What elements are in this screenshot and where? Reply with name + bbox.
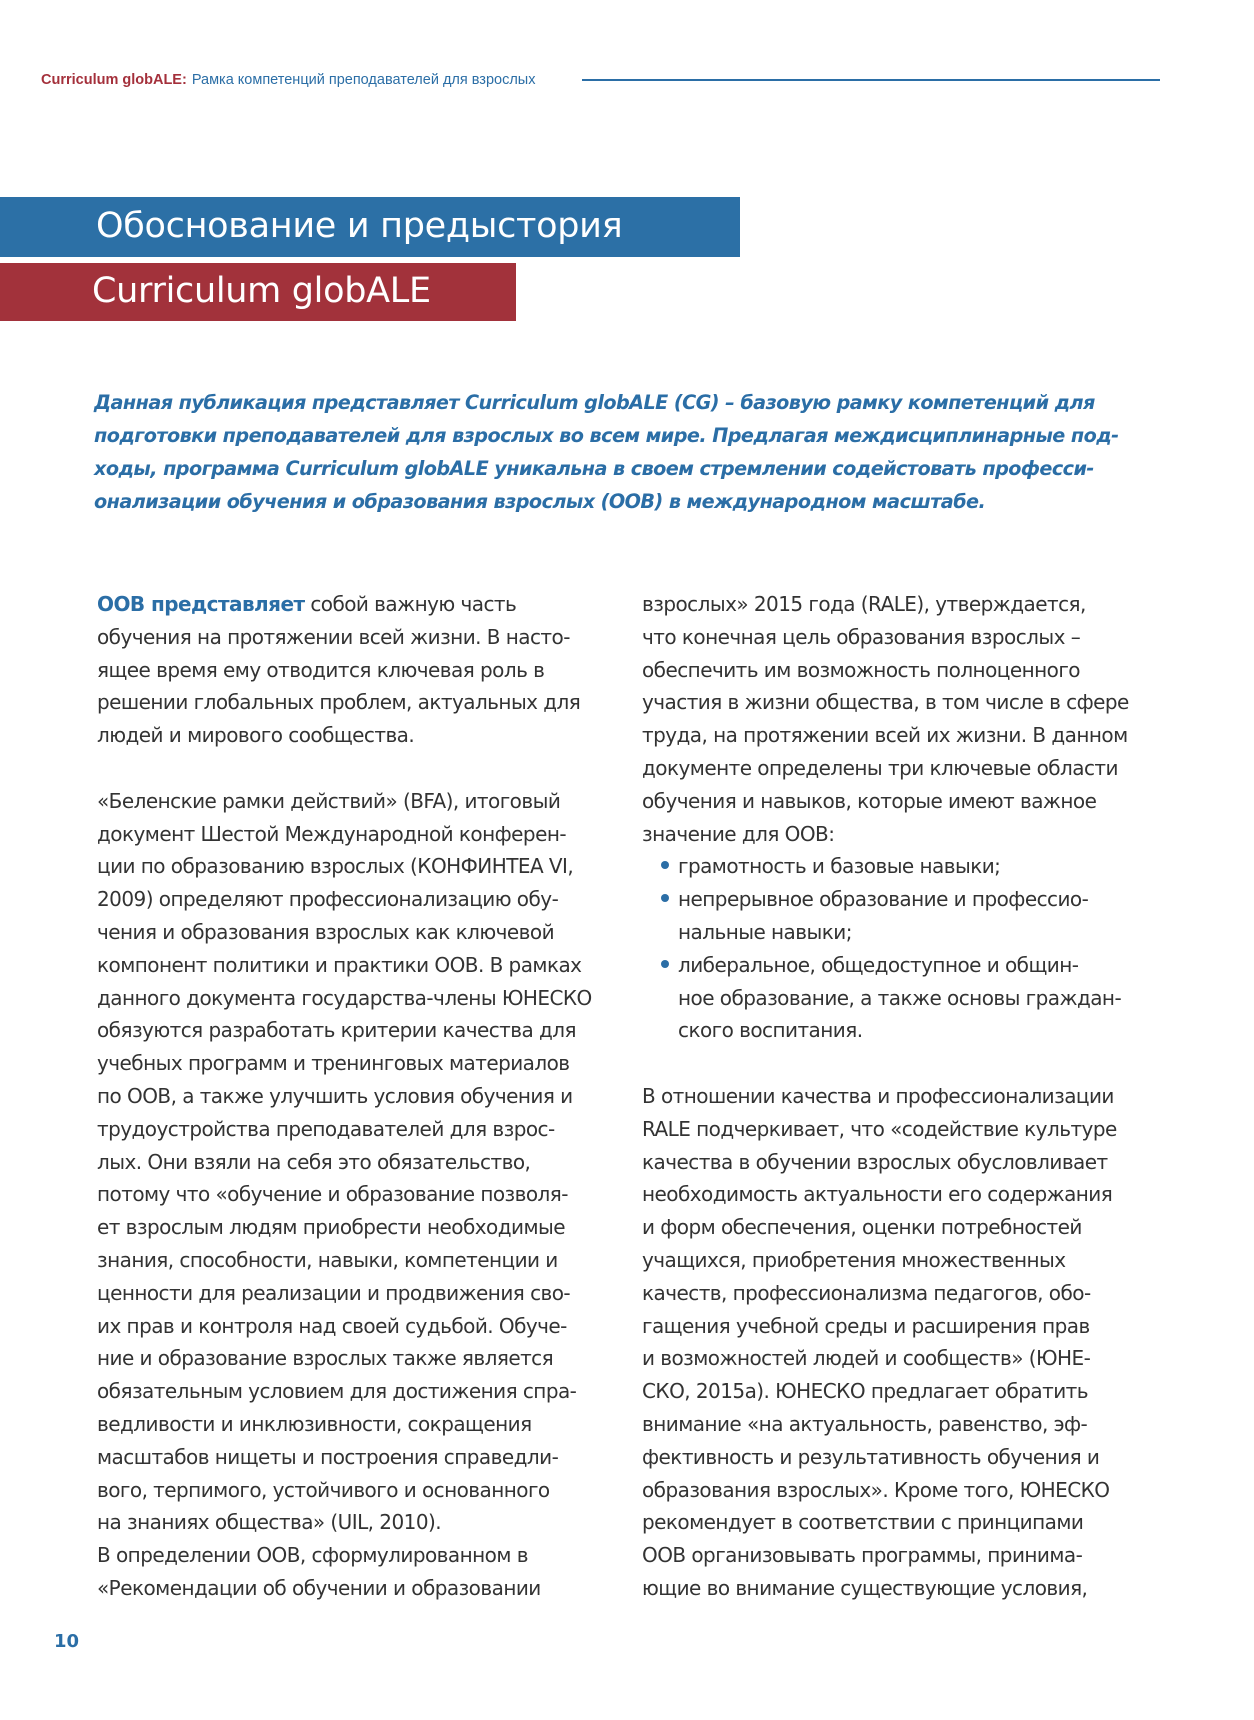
lead-line: ходы, программа Curriculum globALE уникальна в своем стремлении содейстовать професси- (94, 457, 1094, 480)
paragraph-line: обязательным условием для достижения спра- (97, 1379, 577, 1404)
lead-in-phrase: ООВ представляет (97, 592, 305, 616)
paragraph-line: «Рекомендации об обучении и образовании (97, 1575, 541, 1600)
paragraph-line: обучения и навыков, которые имеют важное (642, 788, 1097, 813)
lead-line: подготовки преподавателей для взрослых во всем мире. Предлагая междисциплинарные под- (94, 424, 1119, 447)
paragraph-line: RALE подчеркивает, что «содействие культуре (642, 1116, 1117, 1141)
paragraph-line: ящее время ему отводится ключевая роль в (97, 657, 545, 682)
paragraph-line: чения и образования взрослых как ключевой (97, 919, 555, 944)
paragraph-line: качества в обучении взрослых обусловливает (642, 1149, 1108, 1174)
paragraph-line: фективность и результативность обучения и (642, 1444, 1100, 1469)
bullet-continuation: ное образование, а также основы граждан- (678, 985, 1122, 1010)
paragraph-line: вого, терпимого, устойчивого и основанного (97, 1477, 550, 1502)
paragraph-line: ценности для реализации и продвижения сво- (97, 1280, 571, 1305)
bullet-icon (661, 960, 669, 968)
paragraph-line: гащения учебной среды и расширения прав (642, 1313, 1090, 1338)
section-subtitle: Curriculum globALE (92, 271, 431, 311)
paragraph-line: документ Шестой Международной конферен- (97, 821, 567, 846)
paragraph-line: 2009) определяют профессионализацию обу- (97, 887, 559, 912)
running-header-subtitle: Рамка компетенций преподавателей для взрослых (191, 72, 536, 88)
paragraph-line: учебных программ и тренинговых материалов (97, 1051, 570, 1076)
bullet-text: непрерывное образование и профессио- (678, 887, 1089, 912)
paragraph-line: обязуются разработать критерии качества для (97, 1018, 577, 1043)
paragraph-line: внимание «на актуальность, равенство, эф- (642, 1411, 1088, 1436)
bullet-item (642, 883, 1162, 916)
paragraph-line: данного документа государства-члены ЮНЕСКО (97, 985, 592, 1010)
running-header-rule (582, 79, 1160, 81)
bullet-item (642, 850, 1162, 883)
lead-paragraph (94, 386, 1164, 518)
paragraph-line: знания, способности, навыки, компетенции и (97, 1247, 558, 1272)
paragraph-line: ООВ организовывать программы, принима- (642, 1543, 1083, 1568)
bullet-text: либеральное, общедоступное и общин- (678, 952, 1079, 977)
paragraph-line: их прав и контроля над своей судьбой. Обуче- (97, 1313, 567, 1338)
body-column-right (642, 588, 1162, 1605)
paragraph-line: по ООВ, а также улучшить условия обучения и (97, 1083, 573, 1108)
body-column-left (97, 588, 617, 1605)
paragraph-line: рекомендует в соответствии с принципами (642, 1510, 1084, 1535)
paragraph-line: компонент политики и практики ООВ. В рамках (97, 952, 582, 977)
paragraph-text: собой важную часть (304, 592, 517, 616)
section-title-banner (0, 197, 740, 257)
paragraph-line: СКО, 2015a). ЮНЕСКО предлагает обратить (642, 1379, 1089, 1404)
paragraph-line: людей и мирового сообщества. (97, 723, 415, 748)
paragraph-line: ющие во внимание существующие условия, (642, 1575, 1088, 1600)
paragraph-line: масштабов нищеты и построения справедли- (97, 1444, 559, 1469)
paragraph-line: документе определены три ключевые области (642, 755, 1118, 780)
paragraph-line: и форм обеспечения, оценки потребностей (642, 1215, 1082, 1240)
paragraph-line: значение для ООВ: (642, 821, 835, 846)
paragraph-line: ведливости и инклюзивности, сокращения (97, 1411, 532, 1436)
page-number: 10 (54, 1631, 80, 1652)
bullet-icon (661, 894, 669, 902)
paragraph-line: учащихся, приобретения множественных (642, 1247, 1066, 1272)
paragraph-line: потому что «обучение и образование позволя- (97, 1182, 568, 1207)
paragraph-line: труда, на протяжении всей их жизни. В данном (642, 723, 1128, 748)
bullet-item (642, 949, 1162, 982)
paragraph-gap (642, 1047, 1162, 1080)
paragraph-line: ции по образованию взрослых (КОНФИНТЕА VI, (97, 854, 574, 879)
paragraph-line: трудоустройства преподавателей для взрос- (97, 1116, 555, 1141)
paragraph-line: что конечная цель образования взрослых – (642, 624, 1081, 649)
lead-line: Данная публикация представляет Curriculum globALE (CG) – базовую рамку компетенций для (94, 391, 1095, 414)
section-title: Обоснование и предыстория (96, 206, 623, 246)
paragraph-line: образования взрослых». Кроме того, ЮНЕСКО (642, 1477, 1110, 1502)
paragraph-line: необходимость актуальности его содержания (642, 1182, 1113, 1207)
paragraph-line: обучения на протяжении всей жизни. В насто- (97, 624, 570, 649)
paragraph-line: В отношении качества и профессионализации (642, 1083, 1114, 1108)
bullet-continuation: нальные навыки; (678, 919, 852, 944)
paragraph-line: взрослых» 2015 года (RALE), утверждается, (642, 592, 1086, 616)
paragraph-line: «Беленские рамки действий» (BFA), итоговый (97, 788, 561, 813)
section-subtitle-banner (0, 263, 516, 321)
paragraph-line: ние и образование взрослых также является (97, 1346, 554, 1371)
paragraph-gap (97, 752, 617, 785)
paragraph-line: ет взрослым людям приобрести необходимые (97, 1215, 565, 1240)
bullet-text: грамотность и базовые навыки; (678, 854, 1001, 879)
running-header-brand: Curriculum globALE: (41, 72, 187, 88)
paragraph-line (97, 588, 617, 621)
paragraph-line: участия в жизни общества, в том числе в сфере (642, 690, 1129, 715)
lead-line: онализации обучения и образования взрослых (ООВ) в международном масштабе. (94, 490, 986, 513)
bullet-continuation: ского воспитания. (678, 1018, 863, 1043)
paragraph-line: качеств, профессионализма педагогов, обо- (642, 1280, 1091, 1305)
bullet-icon (661, 861, 669, 869)
paragraph-line: В определении ООВ, сформулированном в (97, 1543, 528, 1568)
paragraph-line: на знаниях общества» (UIL, 2010). (97, 1510, 442, 1535)
running-header (41, 70, 535, 90)
paragraph-line: и возможностей людей и сообществ» (ЮНЕ- (642, 1346, 1091, 1371)
paragraph-line: обеспечить им возможность полноценного (642, 657, 1080, 682)
paragraph-line: лых. Они взяли на себя это обязательство, (97, 1149, 531, 1174)
paragraph-line: решении глобальных проблем, актуальных для (97, 690, 581, 715)
